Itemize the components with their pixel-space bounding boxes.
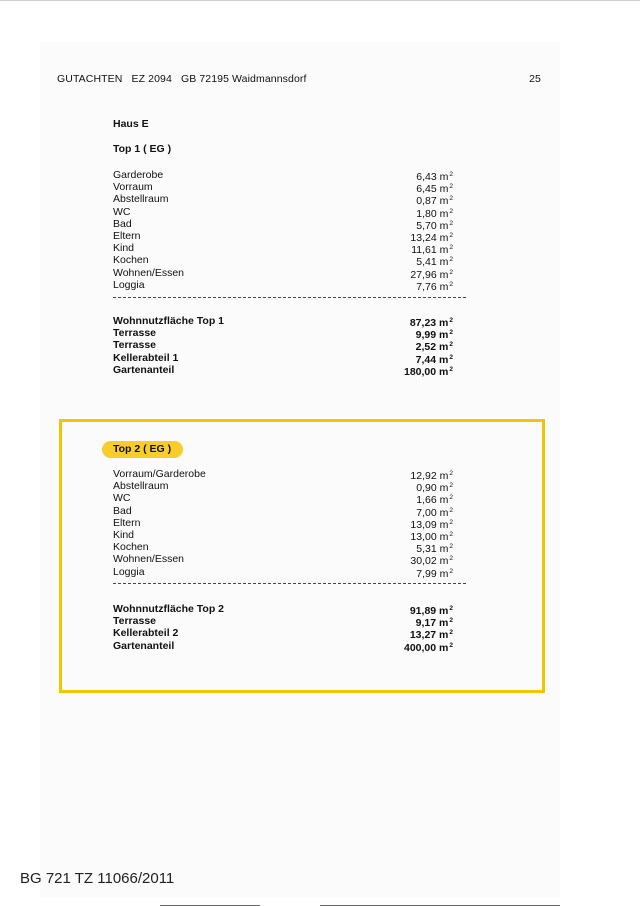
room-name: Bad — [113, 504, 132, 517]
area-value: 6,45 m — [416, 183, 449, 196]
area-value: 400,00 m — [404, 641, 449, 654]
area-row — [113, 339, 453, 354]
room-area — [416, 566, 453, 580]
unit-exponent: 2 — [449, 494, 453, 502]
unit-exponent: 2 — [449, 207, 453, 215]
area-row — [113, 181, 453, 196]
room-name: WC — [113, 205, 131, 218]
room-name: Gartenanteil — [113, 639, 175, 652]
room-name: Abstellraum — [113, 480, 169, 493]
area-row — [113, 615, 453, 630]
unit-exponent: 2 — [449, 470, 453, 477]
area-row — [113, 267, 453, 279]
room-name: Wohnnutzfläche Top 2 — [113, 603, 225, 615]
house-title: Haus E — [113, 118, 149, 130]
area-row — [113, 603, 453, 615]
page-header — [57, 73, 541, 85]
area-value: 9,99 m — [415, 329, 449, 342]
top1-title: Top 1 ( EG ) — [113, 143, 172, 155]
area-value: 5,41 m — [416, 256, 449, 269]
unit-exponent: 2 — [449, 195, 453, 203]
room-name: Kind — [113, 242, 135, 255]
area-row — [113, 529, 453, 541]
area-row — [113, 279, 453, 291]
area-row — [113, 505, 453, 517]
room-name: Vorraum — [113, 181, 153, 194]
area-value: 7,44 m — [415, 353, 449, 366]
unit-exponent: 2 — [449, 567, 453, 575]
room-name: Eltern — [113, 516, 141, 529]
unit-exponent: 2 — [449, 231, 453, 239]
top2-summary-list — [113, 603, 453, 652]
top1-divider — [113, 297, 466, 298]
area-row — [113, 315, 453, 327]
document-reference: BG 721 TZ 11066/2011 — [20, 870, 175, 887]
room-name: Vorraum/Garderobe — [113, 468, 206, 480]
top2-divider — [113, 583, 466, 584]
room-name: Loggia — [113, 278, 145, 291]
top1-summary-list — [113, 315, 453, 376]
area-value: 5,70 m — [416, 219, 449, 232]
area-row — [113, 627, 453, 642]
area-row — [113, 640, 453, 652]
room-name: Garderobe — [113, 169, 164, 181]
unit-exponent: 2 — [449, 506, 453, 514]
room-name: Kochen — [113, 541, 149, 554]
area-row — [113, 327, 453, 342]
area-value: 11,61 m — [411, 244, 449, 257]
unit-exponent: 2 — [449, 183, 453, 191]
area-value: 91,89 m — [409, 605, 449, 617]
area-row — [113, 566, 453, 578]
area-row — [113, 553, 453, 568]
area-value: 27,96 m — [410, 268, 449, 281]
area-row — [113, 492, 453, 507]
area-row — [113, 193, 453, 208]
room-name: Terrasse — [113, 327, 157, 340]
unit-exponent: 2 — [449, 530, 453, 538]
area-value: 0,90 m — [416, 482, 449, 495]
unit-exponent: 2 — [449, 171, 453, 178]
unit-exponent: 2 — [449, 629, 453, 637]
unit-exponent: 2 — [449, 605, 453, 612]
unit-exponent: 2 — [449, 555, 453, 563]
area-row — [113, 541, 453, 556]
unit-exponent: 2 — [449, 617, 453, 625]
room-area — [404, 364, 453, 378]
area-value: 9,17 m — [415, 617, 449, 630]
area-value: 13,00 m — [410, 530, 449, 543]
unit-exponent: 2 — [449, 244, 453, 252]
room-name: Loggia — [113, 565, 145, 578]
area-value: 13,27 m — [409, 629, 449, 642]
area-value: 12,92 m — [410, 470, 449, 482]
area-value: 13,09 m — [410, 518, 449, 531]
room-name: Kellerabteil 1 — [113, 351, 179, 364]
room-name: Bad — [113, 217, 132, 230]
top2-room-list — [113, 468, 453, 578]
room-name: Kellerabteil 2 — [113, 627, 179, 640]
area-row — [113, 254, 453, 269]
area-value: 7,76 m — [416, 280, 449, 293]
area-value: 13,24 m — [410, 231, 449, 244]
area-row — [113, 206, 453, 218]
area-value: 180,00 m — [404, 365, 449, 378]
area-value: 87,23 m — [409, 317, 449, 329]
area-value: 1,80 m — [416, 207, 449, 220]
top2-title: Top 2 ( EG ) — [113, 443, 172, 455]
area-row — [113, 242, 453, 257]
area-value: 7,99 m — [416, 567, 449, 580]
unit-exponent: 2 — [449, 341, 453, 349]
area-row — [113, 517, 453, 529]
unit-exponent: 2 — [449, 317, 453, 324]
area-value: 2,52 m — [415, 341, 449, 354]
area-row — [113, 364, 453, 376]
area-row — [113, 218, 453, 230]
unit-exponent: 2 — [449, 543, 453, 551]
area-value: 5,31 m — [416, 543, 449, 556]
area-value: 6,43 m — [416, 171, 449, 183]
room-name: Kochen — [113, 254, 149, 267]
scan-top-edge — [0, 0, 640, 1]
unit-exponent: 2 — [449, 482, 453, 490]
unit-exponent: 2 — [449, 256, 453, 264]
area-row — [113, 352, 453, 364]
top1-room-list — [113, 169, 453, 291]
header-title: GUTACHTEN EZ 2094 GB 72195 Waidmannsdorf — [57, 73, 307, 85]
room-name: Terrasse — [113, 615, 157, 628]
room-name: WC — [113, 492, 131, 505]
area-row — [113, 169, 453, 181]
unit-exponent: 2 — [449, 219, 453, 227]
page-number: 25 — [529, 73, 541, 85]
room-name: Wohnnutzfläche Top 1 — [113, 315, 225, 327]
room-name: Kind — [113, 528, 135, 541]
area-row — [113, 480, 453, 495]
unit-exponent: 2 — [449, 641, 453, 649]
area-row — [113, 468, 453, 480]
unit-exponent: 2 — [449, 353, 453, 361]
area-value: 30,02 m — [410, 555, 449, 568]
unit-exponent: 2 — [449, 268, 453, 276]
room-name: Terrasse — [113, 339, 157, 352]
area-value: 0,87 m — [416, 195, 449, 208]
room-name: Wohnen/Essen — [113, 266, 185, 279]
room-area — [416, 279, 453, 293]
unit-exponent: 2 — [449, 280, 453, 288]
unit-exponent: 2 — [449, 329, 453, 337]
area-row — [113, 230, 453, 242]
room-area — [404, 640, 453, 654]
area-value: 7,00 m — [416, 506, 449, 519]
area-value: 1,66 m — [416, 494, 449, 507]
unit-exponent: 2 — [449, 518, 453, 526]
unit-exponent: 2 — [449, 365, 453, 373]
room-name: Gartenanteil — [113, 363, 175, 376]
room-name: Abstellraum — [113, 193, 169, 206]
room-name: Eltern — [113, 229, 141, 242]
room-name: Wohnen/Essen — [113, 553, 185, 566]
